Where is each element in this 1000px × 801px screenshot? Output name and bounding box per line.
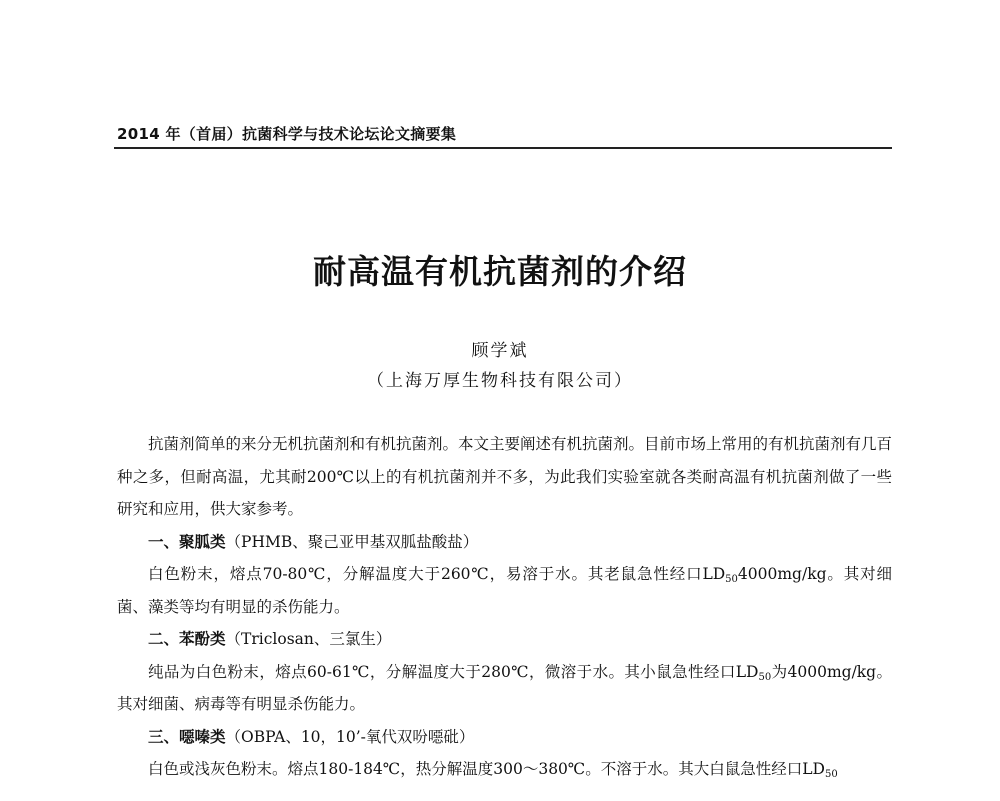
author-affiliation: （上海万厚生物科技有限公司）	[367, 371, 633, 391]
section-2-subscript: 50	[758, 671, 772, 683]
section-1-subscript: 50	[725, 574, 738, 585]
section-2-heading	[117, 623, 892, 656]
section-3-title: 三、噁嗪类	[148, 727, 226, 746]
header-rule	[114, 147, 892, 149]
section-1-paragraph	[117, 558, 892, 623]
section-3-subtitle: （OBPA、10，10’-氧代双吩噁砒）	[225, 727, 475, 746]
article-title: 耐高温有机抗菌剂的介绍	[313, 252, 687, 291]
section-2-text-a: 纯品为白色粉末，熔点60-61℃，分解温度大于280℃，微溶于水。其小鼠急性经口LD	[148, 662, 759, 681]
author-name: 顾学斌	[471, 341, 529, 361]
section-2-paragraph	[117, 656, 892, 721]
section-1-text-b: 4000mg/kg。其对细菌、藻类等均有明显的杀伤能力。	[117, 565, 892, 616]
section-3-heading	[117, 721, 892, 754]
section-1-heading	[117, 526, 892, 559]
section-1-subtitle: （PHMB、聚己亚甲基双胍盐酸盐）	[225, 532, 479, 551]
section-3-text-a: 白色或浅灰色粉末。熔点180-184℃，热分解温度300～380℃。不溶于水。其大白鼠急性经口LD	[148, 760, 825, 778]
section-2-title: 二、苯酚类	[148, 630, 226, 648]
intro-paragraph: 抗菌剂简单的来分无机抗菌剂和有机抗菌剂。本文主要阐述有机抗菌剂。目前市场上常用的有机抗菌剂有几百种之多，但耐高温，尤其耐200℃以上的有机抗菌剂并不多，为此我们实验室就各类耐高温有机抗菌剂做了一些研究和应用，供大家参考。	[117, 435, 893, 518]
section-1-title: 一、聚胍类	[148, 532, 226, 551]
article-body	[117, 428, 892, 786]
section-3-paragraph	[117, 753, 892, 786]
section-1-text-a: 白色粉末，熔点70-80℃，分解温度大于260℃，易溶于水。其老鼠急性经口LD	[148, 565, 726, 583]
section-3-subscript: 50	[824, 769, 838, 780]
section-2-subtitle: （Triclosan、三氯生）	[225, 630, 392, 648]
running-head: 2014 年（首届）抗菌科学与技术论坛论文摘要集	[117, 125, 457, 143]
section-2-text-b: 为4000mg/kg。其对细菌、病毒等有明显杀伤能力。	[117, 662, 893, 713]
